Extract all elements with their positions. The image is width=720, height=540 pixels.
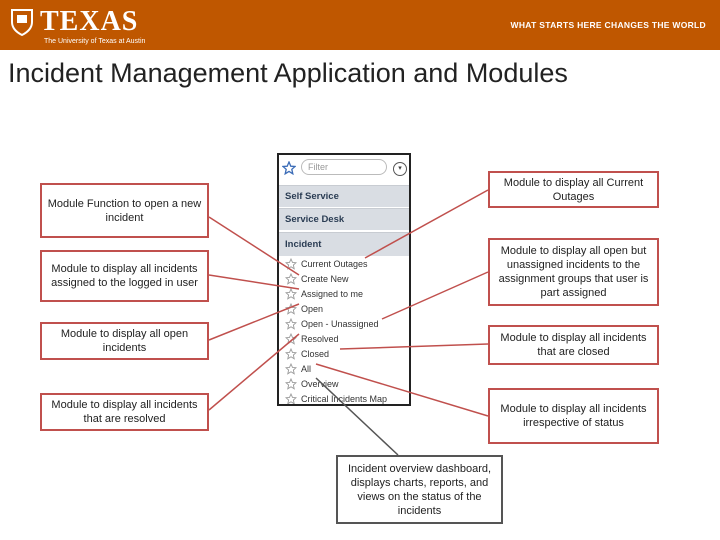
filter-input[interactable]: Filter bbox=[301, 159, 387, 175]
callout-unassigned: Module to display all open but unassigned incidents to the assignment groups that user is part assigned bbox=[488, 238, 659, 306]
slide-title: Incident Management Application and Modules bbox=[8, 58, 568, 88]
connector-assigned bbox=[209, 275, 299, 289]
connector-create-new bbox=[209, 217, 299, 275]
logo-subtitle: The University of Texas at Austin bbox=[44, 38, 146, 45]
module-label: Open bbox=[301, 304, 324, 314]
section-incident[interactable]: Incident bbox=[279, 232, 409, 256]
connector-open bbox=[209, 304, 299, 340]
callout-resolved: Module to display all incidents that are resolved bbox=[40, 393, 209, 431]
module-label: Create New bbox=[301, 274, 349, 284]
section-self-service[interactable]: Self Service bbox=[279, 185, 409, 207]
connector-closed bbox=[340, 344, 488, 349]
callout-overview: Incident overview dashboard, displays charts, reports, and views on the status of the incidents bbox=[336, 455, 503, 524]
module-label: Open - Unassigned bbox=[301, 319, 379, 329]
logo-wordmark: TEXAS bbox=[40, 6, 139, 37]
module-label: All bbox=[301, 364, 312, 374]
connector-overview bbox=[316, 378, 398, 455]
header-tagline: WHAT STARTS HERE CHANGES THE WORLD bbox=[510, 20, 706, 30]
module-label: Resolved bbox=[301, 334, 339, 344]
module-label: Overview bbox=[301, 379, 339, 389]
module-label: Current Outages bbox=[301, 259, 368, 269]
section-service-desk[interactable]: Service Desk bbox=[279, 208, 409, 230]
module-label: Assigned to me bbox=[301, 289, 364, 299]
callout-assigned: Module to display all incidents assigned to the logged in user bbox=[40, 250, 209, 302]
connector-unassigned bbox=[382, 272, 488, 319]
callout-outages: Module to display all Current Outages bbox=[488, 171, 659, 208]
module-label: Closed bbox=[301, 349, 330, 359]
callout-closed: Module to display all incidents that are closed bbox=[488, 325, 659, 365]
callout-open: Module to display all open incidents bbox=[40, 322, 209, 360]
connector-all bbox=[316, 364, 488, 416]
chevron-down-icon[interactable]: ▾ bbox=[393, 162, 407, 176]
callout-create-new: Module Function to open a new incident bbox=[40, 183, 209, 238]
callout-all: Module to display all incidents irrespective of status bbox=[488, 388, 659, 444]
module-label: Critical Incidents Map bbox=[301, 394, 388, 404]
connector-outages bbox=[365, 190, 488, 258]
connector-resolved bbox=[209, 334, 299, 410]
